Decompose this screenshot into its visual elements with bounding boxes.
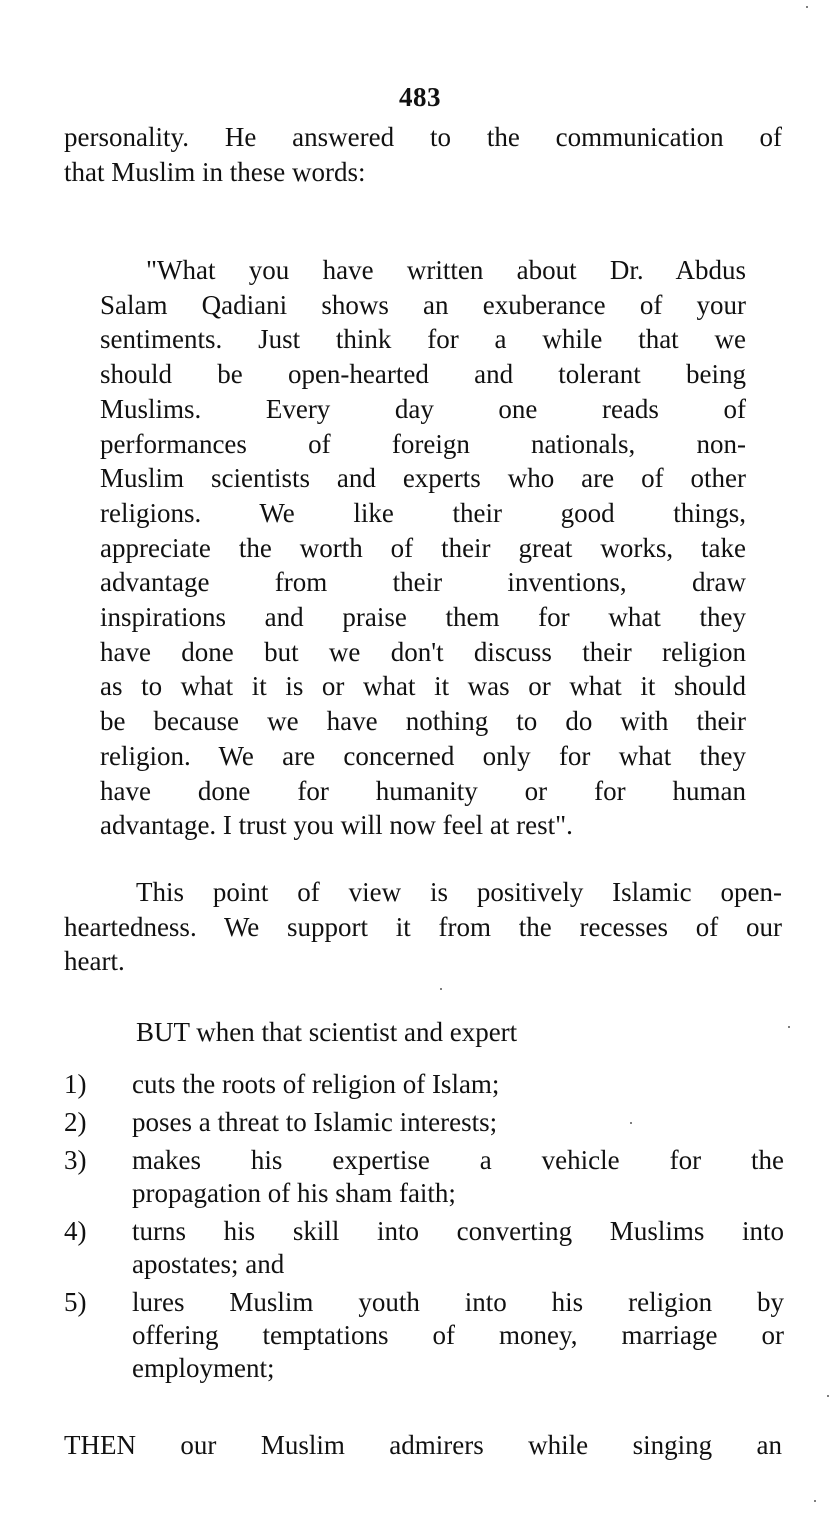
list-item: [64, 1106, 784, 1139]
list-item-line: turns his skill into converting Muslims into: [132, 1216, 784, 1246]
comment-line: heart.: [64, 946, 125, 977]
comment-line: This point of view is positively Islamic open-: [136, 877, 782, 907]
scan-speck: [440, 988, 442, 990]
quote-line: appreciate the worth of their great works, take: [100, 532, 746, 563]
quote-line: Muslims. Every day one reads of: [100, 393, 746, 424]
scan-speck: [630, 1122, 632, 1124]
list-item-number: 3): [64, 1145, 87, 1175]
quote-line: inspirations and praise them for what they: [100, 602, 746, 633]
opening-paragraph: [64, 120, 782, 189]
list-item-number: 2): [64, 1107, 87, 1137]
quote-line: "What you have written about Dr. Abdus: [146, 255, 746, 285]
list-item-line: cuts the roots of religion of Islam;: [132, 1069, 500, 1099]
list-item-line: propagation of his sham faith;: [132, 1178, 456, 1208]
quote-line: Muslim scientists and experts who are of other: [100, 463, 746, 494]
scan-speck: [814, 1500, 816, 1502]
conditions-list: [64, 1068, 784, 1390]
list-item-line: lures Muslim youth into his religion by: [132, 1287, 784, 1317]
quote-line: Salam Qadiani shows an exuberance of your: [100, 289, 746, 320]
list-item-number: 5): [64, 1287, 87, 1317]
scan-speck: [827, 1395, 829, 1397]
quote-line: be because we have nothing to do with their: [100, 706, 746, 737]
quote-line: sentiments. Just think for a while that we: [100, 324, 746, 355]
list-item-number: 4): [64, 1216, 87, 1246]
page-number: 483: [399, 82, 441, 112]
quoted-letter: [100, 253, 746, 843]
quote-line: performances of foreign nationals, non-: [100, 428, 746, 459]
scan-speck: [806, 6, 808, 8]
opening-line: that Muslim in these words:: [64, 156, 366, 187]
list-item: [64, 1068, 784, 1101]
quote-line: have done but we don't discuss their religion: [100, 636, 746, 667]
list-item-line: offering temptations of money, marriage or: [132, 1320, 784, 1350]
list-item: [64, 1144, 784, 1210]
quote-line: advantage from their inventions, draw: [100, 567, 746, 598]
list-item-line: apostates; and: [132, 1249, 285, 1279]
opening-line: personality. He answered to the communication of: [64, 122, 782, 152]
quote-line: have done for humanity or for human: [100, 775, 746, 806]
list-item-number: 1): [64, 1069, 87, 1099]
scan-speck: [788, 1026, 790, 1028]
list-item-line: makes his expertise a vehicle for the: [132, 1145, 784, 1175]
list-item-line: employment;: [132, 1353, 275, 1383]
commentary-paragraph: [64, 875, 782, 979]
closing-paragraph: [64, 1428, 782, 1463]
comment-line: heartedness. We support it from the recesses of our: [64, 911, 782, 942]
quote-line: should be open-hearted and tolerant being: [100, 359, 746, 390]
quote-line: religions. We like their good things,: [100, 497, 746, 528]
list-item: [64, 1286, 784, 1385]
closing-line: THEN our Muslim admirers while singing an: [64, 1430, 782, 1460]
list-item-line: poses a threat to Islamic interests;: [132, 1107, 498, 1137]
but-line: BUT when that scientist and expert: [136, 1017, 518, 1047]
quote-line: advantage. I trust you will now feel at rest".: [100, 810, 573, 841]
list-item: [64, 1215, 784, 1281]
quote-line: religion. We are concerned only for what they: [100, 740, 746, 771]
quote-line: as to what it is or what it was or what it should: [100, 671, 746, 702]
